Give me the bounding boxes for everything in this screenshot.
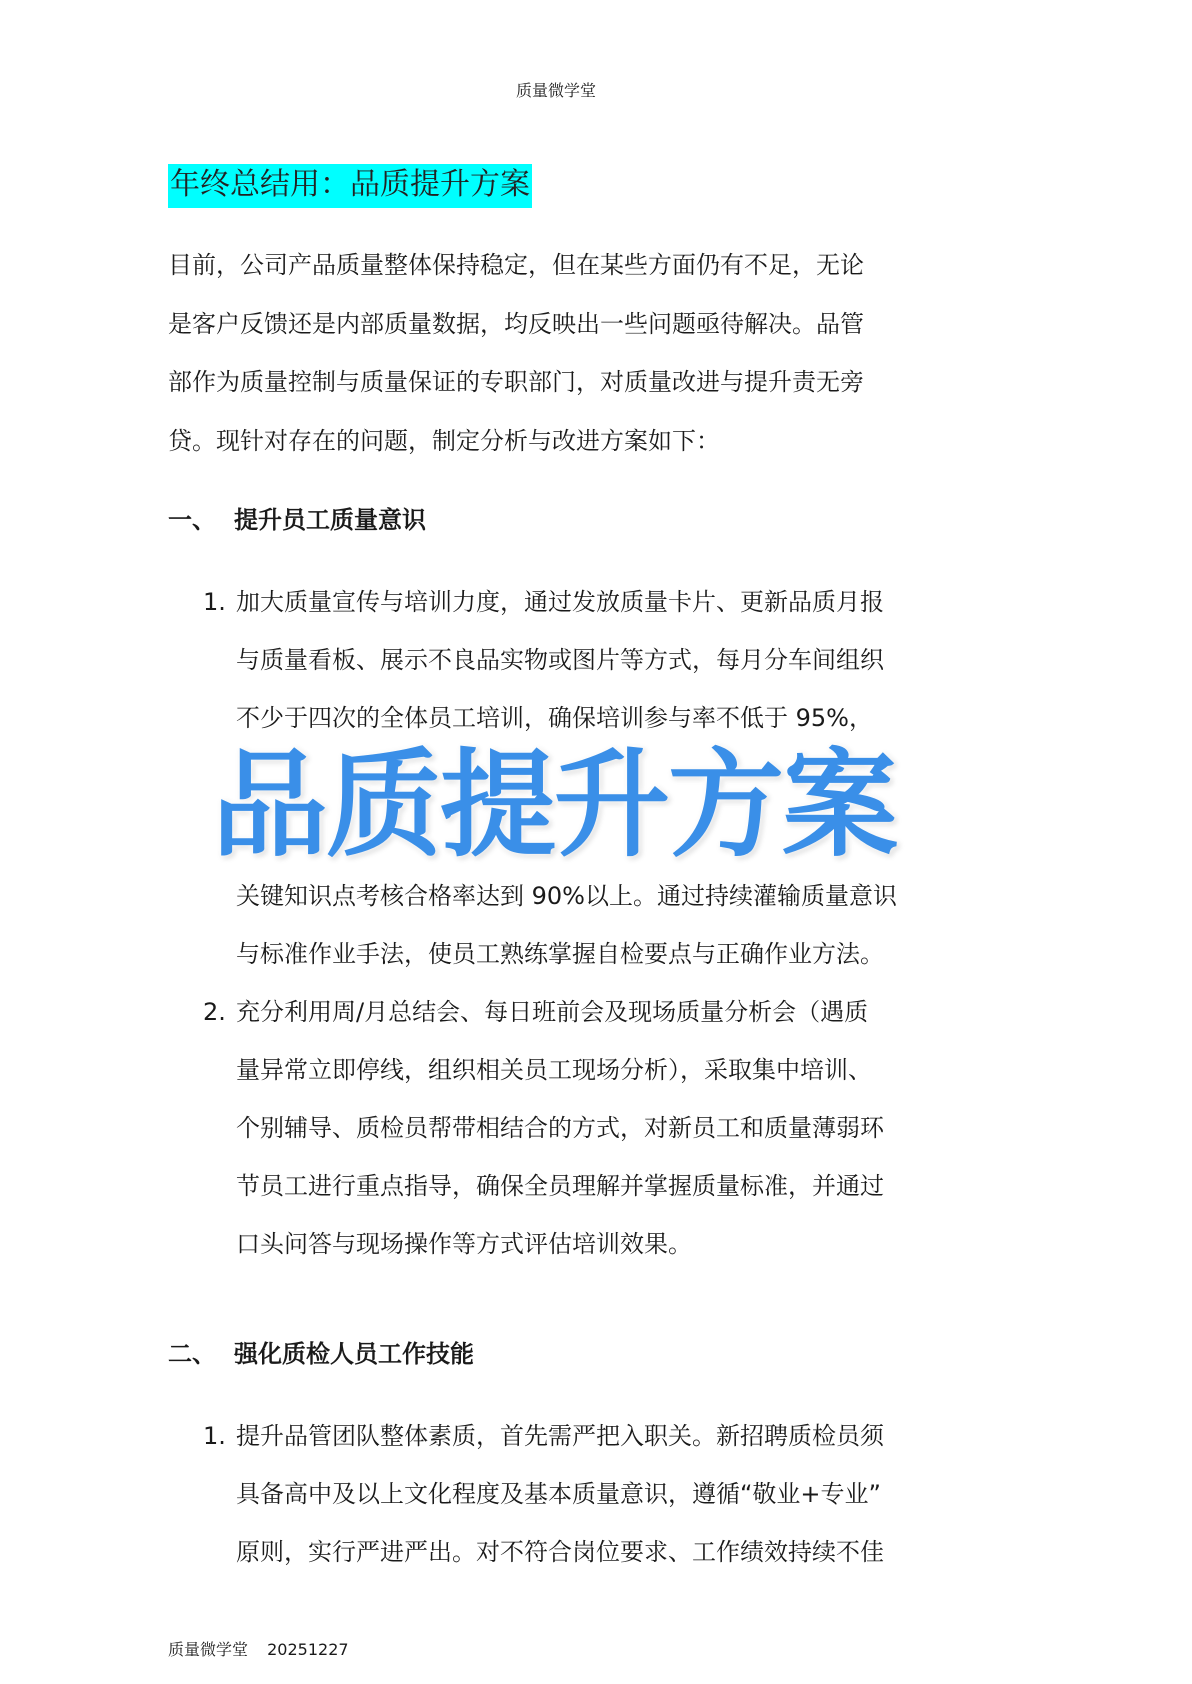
list-item-line: 个别辅导、质检员帮带相结合的方式，对新员工和质量薄弱环 — [236, 1114, 884, 1142]
section-title: 强化质检人员工作技能 — [234, 1340, 474, 1368]
watermark-overlay: 品质提升方案 — [212, 738, 896, 873]
list-item-line: 与标准作业手法，使员工熟练掌握自检要点与正确作业方法。 — [236, 940, 884, 968]
footer-date: 20251227 — [267, 1640, 349, 1659]
list-item-line: 量异常立即停线，组织相关员工现场分析），采取集中培训、 — [236, 1056, 872, 1084]
list-item-line: 提升品管团队整体素质，首先需严把入职关。新招聘质检员须 — [236, 1422, 884, 1450]
section-title: 提升员工质量意识 — [234, 506, 426, 534]
section-heading — [168, 1339, 474, 1369]
list-item-line: 充分利用周/月总结会、每日班前会及现场质量分析会（遇质 — [236, 998, 869, 1026]
intro-line: 部作为质量控制与质量保证的专职部门，对质量改进与提升责无旁 — [168, 368, 864, 396]
list-item-line: 节员工进行重点指导，确保全员理解并掌握质量标准，并通过 — [236, 1172, 884, 1200]
footer-name: 质量微学堂 — [168, 1640, 249, 1659]
document-title: 年终总结用：品质提升方案 — [168, 164, 532, 208]
section-heading — [168, 505, 426, 535]
list-item-line: 不少于四次的全体员工培训，确保培训参与率不低于 95%， — [236, 704, 873, 732]
page-footer — [168, 1640, 363, 1660]
list-item-line: 与质量看板、展示不良品实物或图片等方式，每月分车间组织 — [236, 646, 884, 674]
list-item-line: 口头问答与现场操作等方式评估培训效果。 — [236, 1230, 692, 1258]
intro-line: 目前，公司产品质量整体保持稳定，但在某些方面仍有不足，无论 — [168, 251, 864, 279]
list-item-number: 2. — [203, 998, 226, 1026]
list-item-line: 原则，实行严进严出。对不符合岗位要求、工作绩效持续不佳 — [236, 1538, 884, 1566]
section-number: 一、 — [168, 506, 216, 534]
section-number: 二、 — [168, 1340, 216, 1368]
list-item-line: 加大质量宣传与培训力度，通过发放质量卡片、更新品质月报 — [236, 588, 884, 616]
list-item-line: 关键知识点考核合格率达到 90%以上。通过持续灌输质量意识 — [236, 882, 897, 910]
intro-line: 贷。现针对存在的问题，制定分析与改进方案如下： — [168, 426, 720, 455]
page-header: 质量微学堂 — [515, 81, 596, 100]
list-item-line: 具备高中及以上文化程度及基本质量意识，遵循“敬业+专业” — [236, 1480, 881, 1508]
list-item-number: 1. — [203, 588, 226, 616]
intro-line: 是客户反馈还是内部质量数据，均反映出一些问题亟待解决。品管 — [168, 309, 864, 338]
list-item-number: 1. — [203, 1422, 226, 1450]
